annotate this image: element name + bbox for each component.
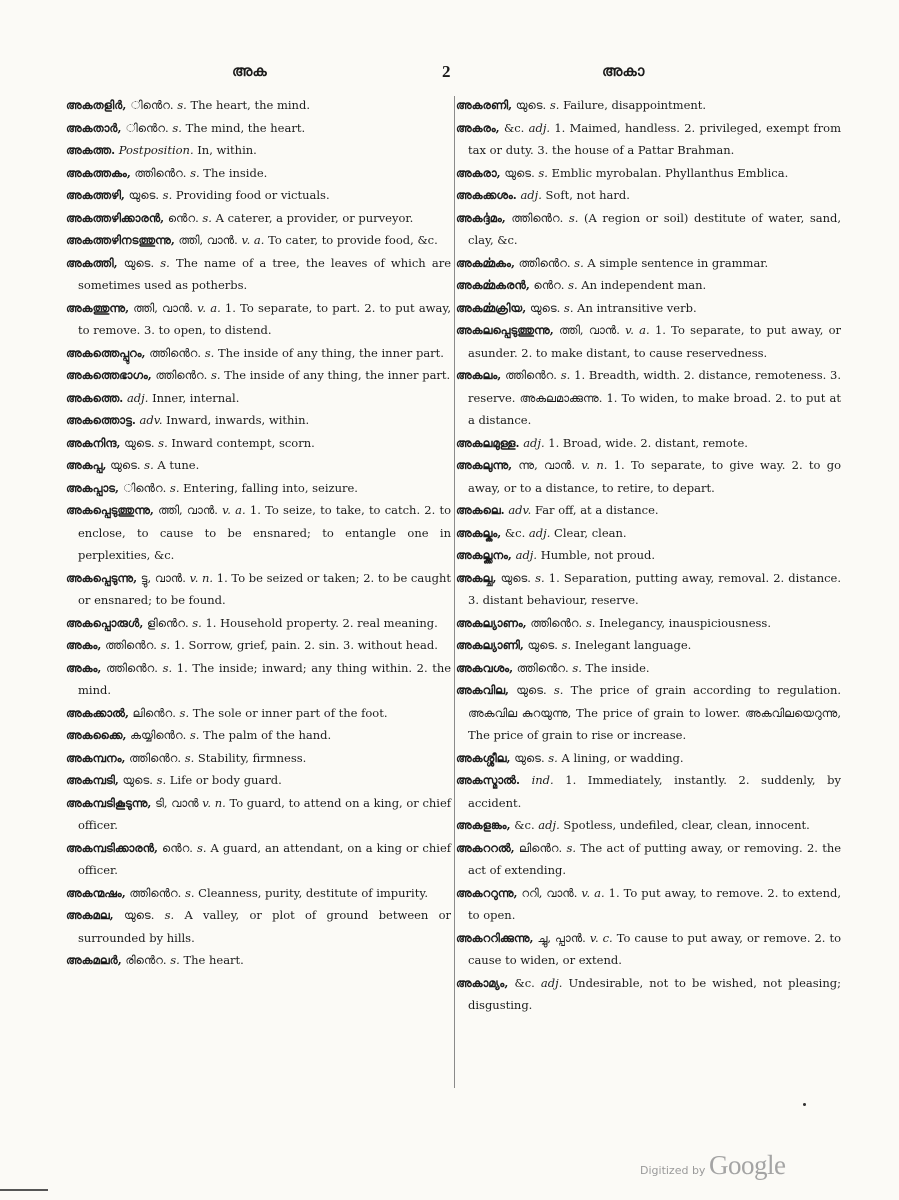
dictionary-entry bbox=[66, 477, 451, 500]
part-of-speech: s. bbox=[572, 660, 582, 675]
dictionary-entry bbox=[456, 769, 841, 814]
part-of-speech: adv. bbox=[508, 503, 532, 517]
inflection: ത്തി, വാൻ. bbox=[158, 503, 218, 517]
definition: (A region or soil) destitute of water, sand, clay, &c. bbox=[468, 210, 842, 247]
definition: Far off, at a distance. bbox=[535, 503, 659, 517]
definition: A lining, or wadding. bbox=[561, 750, 684, 765]
headword: അകരണി, bbox=[456, 98, 513, 112]
part-of-speech: adj. bbox=[540, 975, 563, 990]
dictionary-entry bbox=[66, 94, 451, 117]
headword: അകപ്പാട, bbox=[66, 480, 120, 495]
inflection: ൻെറ. bbox=[162, 840, 193, 855]
inflection: യുടെ. bbox=[516, 683, 547, 697]
dictionary-entry bbox=[456, 364, 841, 432]
definition: A caterer, a provider, or purveyor. bbox=[215, 210, 414, 225]
page-number: 2 bbox=[442, 62, 451, 81]
headword: അകലമുള്ള. bbox=[456, 435, 520, 450]
headword: അകത്തെ. bbox=[66, 390, 124, 405]
inflection: ത്തി, വാൻ. bbox=[558, 323, 620, 337]
dictionary-entry bbox=[66, 567, 451, 612]
dictionary-entry bbox=[456, 679, 841, 747]
headword: അകപ്പ, bbox=[66, 458, 107, 472]
print-speck bbox=[803, 1103, 806, 1106]
inflection: യുടെ. bbox=[504, 165, 535, 180]
inflection: ളിൻെറ. bbox=[146, 615, 189, 630]
headword: അകസ്മാൽ. bbox=[456, 773, 520, 787]
dictionary-entry bbox=[66, 229, 451, 252]
part-of-speech: s. bbox=[156, 773, 167, 787]
definition: 1. To put away, to remove. 2. to extend, to open. bbox=[468, 885, 842, 922]
part-of-speech: s. bbox=[204, 345, 215, 360]
part-of-speech: v. n. bbox=[189, 570, 214, 585]
dictionary-entry bbox=[66, 612, 451, 635]
dictionary-entry bbox=[66, 747, 451, 770]
google-wordmark: Google bbox=[708, 1150, 786, 1180]
headword: അകമലർ, bbox=[66, 953, 122, 967]
inflection: യുടെ. bbox=[110, 458, 141, 472]
definition: 1. To be seized or taken; 2. to be caught or ensnared; to be found. bbox=[78, 570, 452, 607]
inflection: ത്തിൻെറ. bbox=[105, 638, 157, 652]
definition: Providing food or victuals. bbox=[175, 188, 330, 202]
headword: അകൎദ്ദമം, bbox=[456, 210, 506, 225]
dictionary-entry bbox=[456, 747, 841, 770]
inflection: ത്തിൻെറ. bbox=[518, 255, 571, 270]
part-of-speech: v. a. bbox=[197, 300, 221, 315]
part-of-speech: s. bbox=[160, 255, 170, 270]
part-of-speech: v. a. bbox=[241, 233, 265, 247]
definition: Life or body guard. bbox=[169, 773, 282, 787]
inflection: കയ്യിൻെറ. bbox=[130, 728, 187, 742]
dictionary-entry bbox=[456, 499, 841, 522]
dictionary-entry bbox=[66, 387, 451, 410]
inflection: ത്തിൻെറ. bbox=[149, 345, 202, 360]
definition: Humble, not proud. bbox=[540, 548, 656, 562]
inflection: ടി, വാൻ bbox=[155, 795, 199, 810]
headword: അകത്തൊട്ട. bbox=[66, 413, 136, 427]
dictionary-entry bbox=[66, 499, 451, 567]
definition: A tune. bbox=[157, 458, 200, 472]
dictionary-entry bbox=[66, 454, 451, 477]
headword: അകപ്പൊരുൾ, bbox=[66, 615, 144, 630]
inflection: ൻെറ. bbox=[167, 210, 199, 225]
headword: അകമ്പനം, bbox=[66, 750, 126, 765]
inflection: ത്തിൻെറ. bbox=[106, 660, 158, 675]
part-of-speech: Postposition. bbox=[118, 143, 194, 157]
inflection: ത്തിൻെറ. bbox=[511, 210, 564, 225]
inflection: യുടെ. bbox=[124, 435, 155, 450]
headword: അകല്ച, bbox=[456, 570, 497, 585]
part-of-speech: s. bbox=[170, 953, 180, 967]
dictionary-entry bbox=[66, 184, 451, 207]
scan-edge-line bbox=[0, 1189, 48, 1191]
headword: അകത്തി, bbox=[66, 255, 118, 270]
headword: അകലം, bbox=[456, 368, 502, 382]
inflection: &c. bbox=[503, 120, 525, 135]
inflection: ത്തിൻെറ. bbox=[505, 368, 557, 382]
definition: The mind, the heart. bbox=[185, 120, 306, 135]
definition: The act of putting away, or removing. 2. the act of extending. bbox=[468, 840, 842, 877]
definition: Inelegancy, inauspiciousness. bbox=[599, 615, 771, 630]
definition: 1. Breadth, width. 2. distance, remoteness. 3. reserve. അകലമാക്കുന്നു. 1. To widen, to make broad. 2. to put at a distance. bbox=[468, 368, 842, 427]
headword: അകതളിർ, bbox=[66, 98, 127, 112]
part-of-speech: s. bbox=[535, 570, 545, 585]
part-of-speech: v. c. bbox=[589, 930, 613, 945]
inflection: യുടെ. bbox=[128, 188, 160, 202]
part-of-speech: s. bbox=[190, 165, 200, 180]
dictionary-entry bbox=[456, 927, 841, 972]
part-of-speech: v. a. bbox=[222, 503, 246, 517]
headword: അകപ്പെടുത്തുന്നു, bbox=[66, 503, 154, 517]
headword: അകരം, bbox=[456, 120, 500, 135]
part-of-speech: s. bbox=[192, 615, 202, 630]
part-of-speech: s. bbox=[160, 638, 171, 652]
definition: An intransitive verb. bbox=[577, 300, 697, 315]
headword: അകവശം, bbox=[456, 660, 514, 675]
dictionary-entry bbox=[66, 837, 451, 882]
headword: അകം, bbox=[66, 638, 102, 652]
headword: അകമ്പടിക്കാരൻ, bbox=[66, 840, 159, 855]
definition: 1. Maimed, handless. 2. privileged, exempt from tax or duty. 3. the house of a Pattar Brahman. bbox=[468, 120, 842, 157]
part-of-speech: s. bbox=[162, 188, 173, 202]
inflection: യുടെ. bbox=[515, 98, 547, 112]
dictionary-entry bbox=[66, 297, 451, 342]
dictionary-entry bbox=[66, 904, 451, 949]
headword: അകത്തെപ്പുറം, bbox=[66, 345, 146, 360]
definition: A valley, or plot of ground between or surrounded by hills. bbox=[78, 908, 452, 945]
headword: അകലപ്പെടുത്തുന്നു, bbox=[456, 323, 554, 337]
part-of-speech: s. bbox=[538, 165, 548, 180]
definition: Spotless, undefiled, clear, clean, innocent. bbox=[563, 818, 810, 832]
definition: Emblic myrobalan. Phyllanthus Emblica. bbox=[551, 165, 789, 180]
inflection: യുടെ. bbox=[500, 570, 531, 585]
definition: The price of grain according to regulation. അകവില കുറയുന്നു, The price of grain to lower. അകവിലയെറുന്നു, The price of grain to rise or increase. bbox=[468, 683, 842, 742]
dictionary-entry bbox=[66, 724, 451, 747]
part-of-speech: s. bbox=[553, 683, 564, 697]
part-of-speech: adj. bbox=[520, 188, 542, 202]
dictionary-entry bbox=[456, 432, 841, 455]
headword: അകത്തഴിനടത്തുന്നു, bbox=[66, 233, 175, 247]
definition: Inner, internal. bbox=[152, 390, 240, 405]
inflection: യുടെ. bbox=[122, 773, 153, 787]
inflection: ത്തി, വാൻ. bbox=[178, 233, 238, 247]
dictionary-entry bbox=[456, 837, 841, 882]
definition: Inelegant language. bbox=[574, 638, 692, 652]
part-of-speech: s. bbox=[574, 255, 584, 270]
inflection: ലിൻെറ. bbox=[132, 705, 176, 720]
inflection: ച്ചു, പ്പാൻ. bbox=[537, 930, 586, 945]
dictionary-entry bbox=[456, 882, 841, 927]
definition: 1. To separate, to give way. 2. to go away, or to a distance, to retire, to depart. bbox=[468, 458, 842, 495]
part-of-speech: adj. bbox=[528, 525, 551, 540]
headword: അകാമ്യം, bbox=[456, 975, 509, 990]
definition: The palm of the hand. bbox=[203, 728, 332, 742]
dictionary-entry bbox=[456, 252, 841, 275]
headword: അകത്തുന്നു, bbox=[66, 300, 130, 315]
inflection: ട്ടു, വാൻ. bbox=[140, 570, 186, 585]
part-of-speech: ind. bbox=[531, 773, 554, 787]
headword: അകററുന്നു, bbox=[456, 885, 518, 900]
part-of-speech: s. bbox=[566, 840, 577, 855]
headword: അകരാ, bbox=[456, 165, 501, 180]
dictionary-entry bbox=[66, 769, 451, 792]
dictionary-entry bbox=[66, 139, 451, 162]
definition: 1. Immediately, instantly. 2. suddenly, by accident. bbox=[468, 773, 842, 810]
inflection: ത്തിൻെറ. bbox=[155, 368, 208, 382]
part-of-speech: s. bbox=[563, 300, 574, 315]
definition: The heart, the mind. bbox=[190, 98, 310, 112]
dictionary-entry bbox=[456, 454, 841, 499]
header-right-guideword: അകാ bbox=[602, 62, 645, 80]
dictionary-entry bbox=[456, 567, 841, 612]
part-of-speech: s. bbox=[210, 368, 221, 382]
inflection: ത്തിൻെറ. bbox=[129, 750, 182, 765]
dictionary-entry bbox=[66, 409, 451, 432]
inflection: രിൻെറ. bbox=[125, 953, 167, 967]
headword: അകത്തഴിക്കാരൻ, bbox=[66, 210, 165, 225]
inflection: ലിൻെറ. bbox=[518, 840, 563, 855]
dictionary-entry bbox=[456, 612, 841, 635]
definition: The heart. bbox=[183, 953, 244, 967]
part-of-speech: s. bbox=[172, 120, 182, 135]
dictionary-entry bbox=[66, 657, 451, 702]
part-of-speech: adj. bbox=[523, 435, 545, 450]
headword: അകമ്പടികൂടുന്നു, bbox=[66, 795, 152, 810]
dictionary-entry bbox=[66, 634, 451, 657]
part-of-speech: adj. bbox=[515, 548, 538, 562]
part-of-speech: v. a. bbox=[625, 323, 650, 337]
running-header bbox=[0, 62, 899, 86]
digitized-by-text: Digitized by bbox=[640, 1164, 706, 1177]
part-of-speech: s. bbox=[585, 615, 596, 630]
dictionary-entry bbox=[66, 252, 451, 297]
headword: അകന്മഷം, bbox=[66, 885, 126, 900]
definition: Soft, not hard. bbox=[545, 188, 630, 202]
part-of-speech: s. bbox=[164, 908, 175, 922]
headword: അകവില, bbox=[456, 683, 510, 697]
definition: 1. Household property. 2. real meaning. bbox=[205, 615, 438, 630]
headword: അകം, bbox=[66, 660, 102, 675]
headword: അകത്തകം, bbox=[66, 165, 131, 180]
headword: അകല്ക്കനം, bbox=[456, 548, 512, 562]
definition: Failure, disappointment. bbox=[563, 98, 707, 112]
part-of-speech: adv. bbox=[139, 413, 163, 427]
dictionary-entry bbox=[456, 544, 841, 567]
definition: 1. Separation, putting away, removal. 2. distance. 3. distant behaviour, reserve. bbox=[468, 570, 842, 607]
dictionary-entry bbox=[456, 634, 841, 657]
dictionary-entry bbox=[456, 657, 841, 680]
definition: In, within. bbox=[197, 143, 257, 157]
definition: Entering, falling into, seizure. bbox=[183, 480, 358, 495]
definition: 1. Sorrow, grief, pain. 2. sin. 3. without head. bbox=[173, 638, 438, 652]
inflection: യുടെ. bbox=[514, 750, 545, 765]
headword: അകക്കാൽ, bbox=[66, 705, 129, 720]
part-of-speech: s. bbox=[548, 750, 558, 765]
headword: അകലെ. bbox=[456, 503, 505, 517]
headword: അകത്തെഭാഗം, bbox=[66, 368, 152, 382]
headword: അകല്യാണം, bbox=[456, 615, 527, 630]
dictionary-entry bbox=[66, 432, 451, 455]
inflection: ത്തിൻെറ. bbox=[516, 660, 569, 675]
left-column bbox=[66, 94, 451, 972]
inflection: &c. bbox=[504, 525, 526, 540]
inflection: ററി, വാൻ. bbox=[521, 885, 578, 900]
part-of-speech: s. bbox=[158, 435, 168, 450]
inflection: ിൻെറ. bbox=[137, 120, 169, 135]
part-of-speech: s. bbox=[568, 210, 579, 225]
inflection: യുടെ. bbox=[529, 300, 561, 315]
right-column bbox=[456, 94, 841, 1017]
inflection: &c. bbox=[514, 975, 535, 990]
definition: To cater, to provide food, &c. bbox=[268, 233, 438, 247]
definition: The sole or inner part of the foot. bbox=[192, 705, 388, 720]
part-of-speech: s. bbox=[179, 705, 190, 720]
headword: അകശ്ശീല, bbox=[456, 750, 511, 765]
definition: 1. Broad, wide. 2. distant, remote. bbox=[548, 435, 748, 450]
headword: അകമ്പടി, bbox=[66, 773, 119, 787]
dictionary-entry bbox=[456, 117, 841, 162]
part-of-speech: s. bbox=[169, 480, 180, 495]
part-of-speech: s. bbox=[196, 840, 207, 855]
part-of-speech: s. bbox=[189, 728, 200, 742]
part-of-speech: adj. bbox=[126, 390, 149, 405]
definition: The name of a tree, the leaves of which are sometimes used as potherbs. bbox=[78, 255, 451, 292]
part-of-speech: adj. bbox=[528, 120, 551, 135]
dictionary-entry bbox=[456, 972, 841, 1017]
digitized-watermark bbox=[640, 1150, 785, 1181]
part-of-speech: s. bbox=[561, 638, 572, 652]
definition: Stability, firmness. bbox=[197, 750, 307, 765]
inflection: ത്തിൻെറ. bbox=[129, 885, 182, 900]
part-of-speech: s. bbox=[549, 98, 560, 112]
dictionary-entry bbox=[66, 207, 451, 230]
dictionary-entry bbox=[66, 117, 451, 140]
dictionary-entry bbox=[66, 702, 451, 725]
headword: അകൎമ്മകം, bbox=[456, 255, 515, 270]
dictionary-entry bbox=[66, 342, 451, 365]
inflection: &c. bbox=[514, 818, 535, 832]
headword: അകററിക്കുന്നു, bbox=[456, 930, 534, 945]
headword: അകതാർ, bbox=[66, 120, 122, 135]
dictionary-entry bbox=[66, 949, 451, 972]
definition: Cleanness, purity, destitute of impurity. bbox=[198, 885, 428, 900]
dictionary-entry bbox=[456, 184, 841, 207]
headword: അകല്കം, bbox=[456, 525, 502, 540]
definition: The inside. bbox=[585, 660, 650, 675]
inflection: യുടെ. bbox=[123, 908, 155, 922]
definition: Inward contempt, scorn. bbox=[171, 435, 315, 450]
inflection: ത്തി, വാൻ. bbox=[133, 300, 194, 315]
headword: അകമല, bbox=[66, 908, 114, 922]
inflection: ൻെറ. bbox=[533, 278, 565, 292]
dictionary-entry bbox=[456, 297, 841, 320]
definition: To cause to put away, or remove. 2. to cause to widen, or extend. bbox=[468, 930, 842, 967]
definition: 1. To seize, to take, to catch. 2. to enclose, to cause to be ensnared; to entangle one in perplexities, &c. bbox=[78, 503, 452, 562]
definition: The inside of any thing, the inner part. bbox=[217, 345, 444, 360]
definition: A guard, an attendant, on a king or chief officer. bbox=[78, 840, 452, 877]
definition: 1. The inside; inward; any thing within. 2. the mind. bbox=[78, 660, 452, 697]
part-of-speech: adj. bbox=[538, 818, 560, 832]
part-of-speech: s. bbox=[184, 750, 195, 765]
dictionary-entry bbox=[66, 792, 451, 837]
part-of-speech: s. bbox=[162, 660, 173, 675]
definition: The inside. bbox=[203, 165, 268, 180]
dictionary-entry bbox=[456, 319, 841, 364]
inflection: ിൻെറ. bbox=[135, 480, 167, 495]
definition: Inward, inwards, within. bbox=[166, 413, 310, 427]
definition: The inside of any thing, the inner part. bbox=[224, 368, 451, 382]
header-left-guideword: അക bbox=[232, 62, 267, 80]
dictionary-entry bbox=[66, 162, 451, 185]
headword: അകപ്പെടുന്നു, bbox=[66, 570, 138, 585]
headword: അകളങ്കം, bbox=[456, 818, 511, 832]
headword: അകത്തഴി, bbox=[66, 188, 125, 202]
headword: അകല്യാണി, bbox=[456, 638, 524, 652]
dictionary-entry bbox=[66, 882, 451, 905]
dictionary-entry bbox=[456, 162, 841, 185]
part-of-speech: v. n. bbox=[581, 458, 608, 472]
part-of-speech: s. bbox=[202, 210, 212, 225]
headword: അകത്ത. bbox=[66, 143, 116, 157]
headword: അകൎമ്മക്രിയ, bbox=[456, 300, 527, 315]
dictionary-entry bbox=[456, 522, 841, 545]
dictionary-entry bbox=[456, 274, 841, 297]
definition: 1. To separate, to put away, or asunder. 2. to make distant, to cause reservedness. bbox=[468, 323, 842, 360]
inflection: ത്തിൻെറ. bbox=[134, 165, 187, 180]
definition: To guard, to attend on a king, or chief officer. bbox=[78, 795, 452, 832]
part-of-speech: s. bbox=[184, 885, 195, 900]
dictionary-entry bbox=[456, 94, 841, 117]
part-of-speech: v. a. bbox=[581, 885, 605, 900]
definition: 1. To separate, to part. 2. to put away, to remove. 3. to open, to distend. bbox=[78, 300, 452, 337]
part-of-speech: s. bbox=[560, 368, 571, 382]
inflection: യുടെ. bbox=[123, 255, 155, 270]
dictionary-entry bbox=[456, 207, 841, 252]
inflection: യുടെ. bbox=[527, 638, 558, 652]
inflection: ന്നു, വാൻ. bbox=[518, 458, 576, 472]
inflection: ിൻെറ. bbox=[142, 98, 174, 112]
headword: അകൎമ്മകരൻ, bbox=[456, 278, 530, 292]
definition: An independent man. bbox=[581, 278, 707, 292]
definition: Clear, clean. bbox=[554, 525, 627, 540]
column-divider bbox=[454, 96, 455, 1088]
dictionary-entry bbox=[456, 814, 841, 837]
headword: അകനിന്ദ, bbox=[66, 435, 121, 450]
part-of-speech: v. n. bbox=[202, 795, 226, 810]
part-of-speech: s. bbox=[144, 458, 154, 472]
headword: അകററൽ, bbox=[456, 840, 515, 855]
part-of-speech: s. bbox=[177, 98, 187, 112]
headword: അകലുന്നു, bbox=[456, 458, 513, 472]
dictionary-entry bbox=[66, 364, 451, 387]
definition: Undesirable, not to be wished, not pleasing; disgusting. bbox=[468, 975, 842, 1012]
inflection: ത്തിൻെറ. bbox=[530, 615, 583, 630]
part-of-speech: s. bbox=[568, 278, 578, 292]
headword: അകക്കൈ, bbox=[66, 728, 127, 742]
definition: A simple sentence in grammar. bbox=[587, 255, 769, 270]
headword: അകക്കശം. bbox=[456, 188, 517, 202]
